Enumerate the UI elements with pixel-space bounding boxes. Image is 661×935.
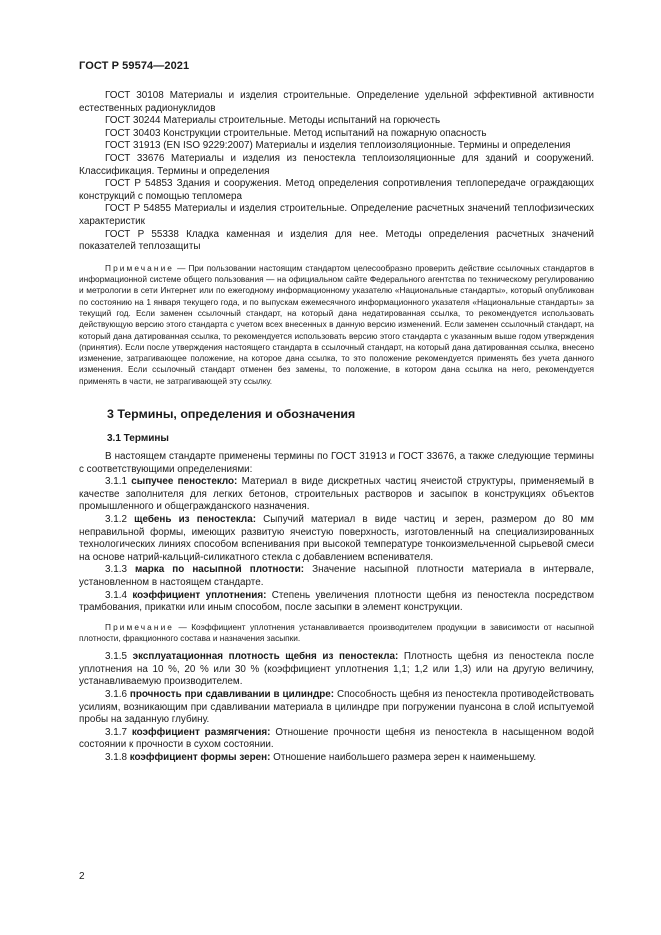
- note-label: Примечание: [105, 621, 175, 632]
- term-number: 3.1.7: [105, 726, 127, 738]
- ref-item: ГОСТ Р 54853 Здания и сооружения. Метод определения сопротивления теплопередаче ограждающих конструкций с помощью тепломера: [79, 178, 594, 202]
- term-name: марка по насыпной плотности:: [135, 564, 305, 576]
- ref-item: ГОСТ Р 54855 Материалы и изделия строительные. Определение расчетных значений теплофизических характеристик: [79, 203, 594, 227]
- note-compaction: [79, 622, 594, 645]
- note-text: — При пользовании настоящим стандартом целесообразно проверить действие ссылочных стандартов в информационной системе общего пользования — на официальном сайте Федерального агентства по техническому регулированию и метрологии в сети Интернет или по ежегодному информационному указателю «Национальные стандарты», который опубликован по состоянию на 1 января текущего года, и по выпускам ежемесячного информационного указателя «Национальные стандарты» за текущий год. Если заменен ссылочный стандарт, на который дана недатированная ссылка, то рекомендуется использовать действующую версию этого стандарта с учетом всех внесенных в данную версию изменений. Если заменен ссылочный стандарт, на который дана датированная ссылка, то рекомендуется использовать версию этого стандарта с указанным выше годом утверждения (принятия). Если после утверждения настоящего стандарта в ссылочный стандарт, на который дана датированная ссылка, внесено изменение, затрагивающее положение, на которое дана ссылка, то это положение рекомендуется применять без учета данного изменения. Если ссылочный стандарт отменен без замены, то положение, в котором дана ссылка на него, рекомендуется применять в части, не затрагивающей эту ссылку.: [79, 262, 594, 386]
- term-definition: Значение насыпной плотности материала в интервале, установленном в настоящем стандарте.: [79, 564, 594, 588]
- term-number: 3.1.1: [105, 476, 127, 488]
- terms-intro: В настоящем стандарте применены термины по ГОСТ 31913 и ГОСТ 33676, а также следующие термины с соответствующими определениями:: [79, 450, 594, 475]
- ref-item: ГОСТ 30244 Материалы строительные. Методы испытаний на горючесть: [105, 115, 441, 127]
- note-text: — Коэффициент уплотнения устанавливается производителем продукции в зависимости от насыпной плотности, фракционного состава и назначения засыпки.: [79, 621, 594, 643]
- section-title: 3 Термины, определения и обозначения: [107, 406, 356, 421]
- page-number: 2: [79, 871, 85, 882]
- ref-item: ГОСТ 31913 (EN ISO 9229:2007) Материалы и изделия теплоизоляционные. Термины и определения: [105, 140, 571, 152]
- subsection-title: 3.1 Термины: [107, 432, 169, 444]
- note-label: Примечание: [105, 262, 175, 273]
- term-name: щебень из пеностекла:: [134, 513, 256, 525]
- term-definition: Отношение наибольшего размера зерен к наименьшему.: [270, 752, 537, 764]
- term-name: коэффициент формы зерен:: [129, 752, 271, 764]
- term-entry: [79, 476, 594, 514]
- page-content: [79, 90, 594, 765]
- term-number: 3.1.3: [105, 564, 127, 576]
- term-number: 3.1.6: [105, 689, 127, 701]
- term-name: эксплуатационная плотность щебня из пеностекла:: [132, 651, 399, 663]
- term-entry: [79, 514, 594, 564]
- term-entry: [79, 727, 594, 752]
- term-entry: [79, 752, 594, 765]
- term-name: сыпучее пеностекло:: [131, 476, 238, 488]
- term-definition: Сыпучий материал в виде частиц и зерен, размером до 80 мм неправильной формы, имеющих развитую ячеистую поверхность, изготовленный на специализированных технологических линиях способом вспенивания при высокой температуре тонкоизмельченной сырьевой смеси на основе натрий-кальций-силикатного стекла с добавлением вспенивателя.: [79, 513, 595, 563]
- term-number: 3.1.8: [105, 752, 127, 764]
- ref-item: ГОСТ 30108 Материалы и изделия строительные. Определение удельной эффективной активности естественных радионуклидов: [79, 90, 594, 114]
- ref-item: ГОСТ 33676 Материалы и изделия из пеностекла теплоизоляционные для зданий и сооружений. Классификация. Термины и определения: [79, 152, 594, 177]
- note-references: [79, 263, 594, 387]
- term-name: коэффициент размягчения:: [131, 726, 271, 738]
- ref-item: ГОСТ Р 55338 Кладка каменная и изделия для нее. Методы определения расчетных значений показателей теплозащиты: [79, 228, 594, 253]
- term-number: 3.1.2: [105, 513, 127, 525]
- term-definition: Плотность щебня из пеностекла после уплотнения на 10 %, 20 % или 30 % (коэффициент уплотнения 1,1; 1,2 или 1,3) или на другую величину, устанавливаемую производителем.: [79, 651, 595, 688]
- term-definition: Способность щебня из пеностекла противодействовать усилиям, возникающим при сдавливании материала в цилиндре при погружении пуансона в слой испытуемой пробы на заданную глубину.: [79, 689, 595, 726]
- term-name: коэффициент уплотнения:: [132, 589, 267, 601]
- term-definition: Степень увеличения плотности щебня из пеностекла посредством трамбования, прикатки или иным способом, после засыпки в элемент конструкции.: [79, 589, 594, 614]
- term-definition: Отношение прочности щебня из пеностекла в насыщенном водой состоянии к прочности в сухом состоянии.: [79, 726, 594, 751]
- term-number: 3.1.4: [105, 589, 127, 601]
- term-entry: [79, 564, 594, 589]
- document-header: ГОСТ Р 59574—2021: [79, 60, 190, 72]
- term-number: 3.1.5: [105, 651, 127, 663]
- term-entry: [79, 590, 594, 615]
- term-name: прочность при сдавливании в цилиндре:: [129, 689, 335, 701]
- term-definition: Материал в виде дискретных частиц ячеистой структуры, применяемый в качестве заполнителя для легких бетонов, строительных растворов и засыпок в конструкциях объектов промышленного и общегражданского назначения.: [79, 476, 595, 513]
- term-entry: [79, 689, 594, 727]
- ref-item: ГОСТ 30403 Конструкции строительные. Метод испытаний на пожарную опасность: [105, 127, 487, 139]
- term-entry: [79, 651, 594, 689]
